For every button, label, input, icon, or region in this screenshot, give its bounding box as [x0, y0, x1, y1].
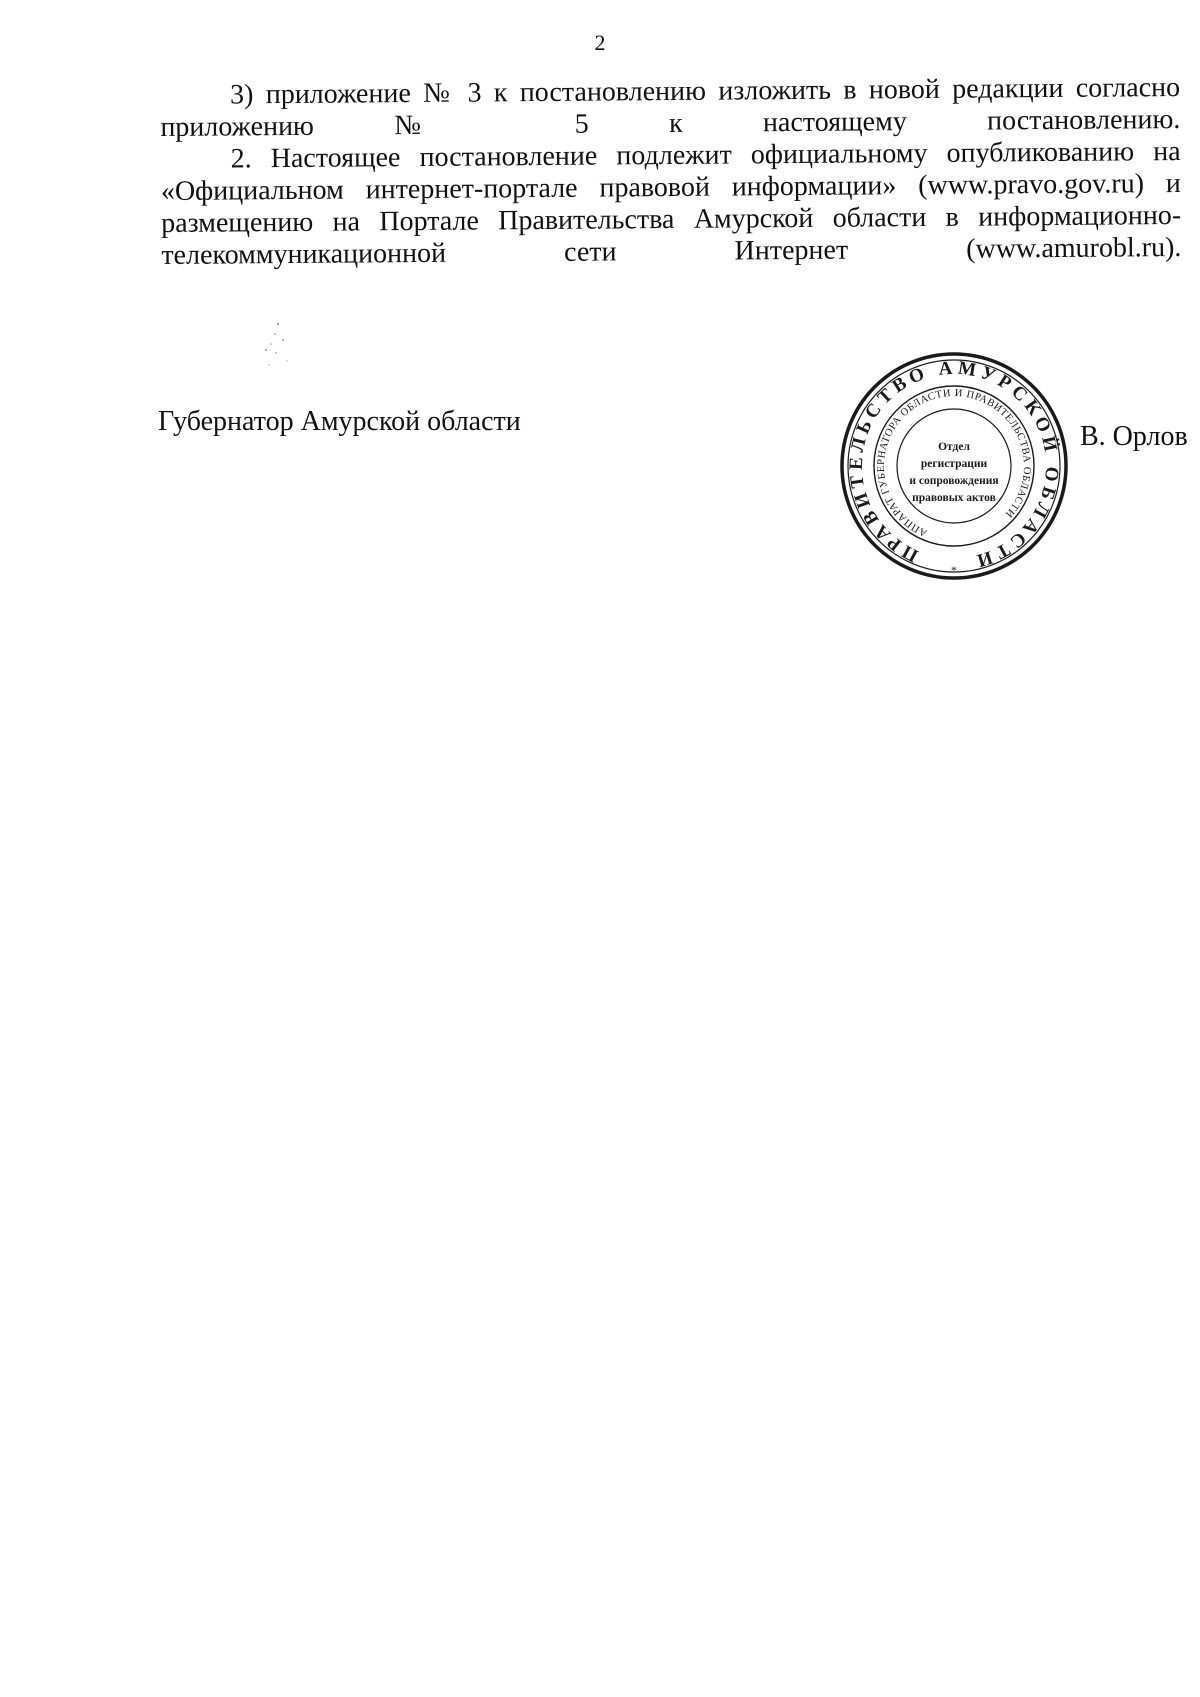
seal-graphic: [838, 350, 1070, 582]
seal-center-line-1: Отдел: [938, 441, 970, 453]
paragraph-publication: 2. Настоящее постановление подлежит официальному опубликованию на «Официальном интернет-портале правовой информации» (www.pravo.gov.ru) и размещению на Портале Правительства Амурской области в информационно-телекоммуникационной сети Интернет (www.amurobl.ru).: [160, 135, 1182, 271]
signatory-position: Губернатор Амурской области: [158, 406, 521, 437]
seal-star-icon: *: [951, 563, 957, 577]
signatory-name: В. Орлов: [1080, 421, 1188, 452]
seal-center-line-2: регистрации: [920, 458, 988, 470]
seal-outer-text: ПРАВИТЕЛЬСТВО АМУРСКОЙ ОБЛАСТИ: [845, 357, 1063, 573]
seal-inner-ring-text: АППАРАТ ГУБЕРНАТОРА ОБЛАСТИ И ПРАВИТЕЛЬСТВА ОБЛАСТИ: [875, 387, 1033, 539]
seal-center-line-4: правовых актов: [912, 492, 996, 504]
seal-center-line-3: и сопровождения: [909, 475, 999, 487]
ink-specks: [258, 320, 298, 380]
document-body: [160, 72, 1181, 272]
page-number: 2: [594, 30, 606, 55]
official-seal: [838, 350, 1070, 582]
paragraph-item-3: 3) приложение № 3 к постановлению изложить в новой редакции согласно приложению № 5 к настоящему постановлению.: [160, 71, 1181, 143]
